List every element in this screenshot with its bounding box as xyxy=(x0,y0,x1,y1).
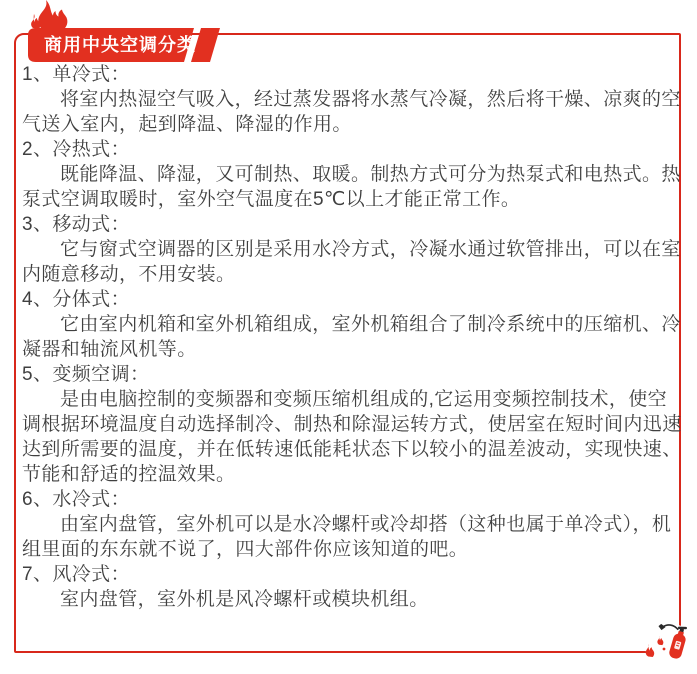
section-paragraph: 它由室内机箱和室外机箱组成，室外机箱组合了制冷系统中的压缩机、冷凝器和轴流风机等。 xyxy=(22,314,681,360)
section-paragraph: 它与窗式空调器的区别是采用水冷方式，冷凝水通过软管排出，可以在室内随意移动，不用安装。 xyxy=(22,239,681,285)
section-heading: 6、水冷式： xyxy=(22,489,130,510)
document-body xyxy=(22,62,682,612)
section-water-cooled xyxy=(22,487,682,562)
section-heading: 7、风冷式： xyxy=(22,564,130,585)
section-heading: 4、分体式： xyxy=(22,289,130,310)
section-paragraph: 室内盘管，室外机是风冷螺杆或模块机组。 xyxy=(60,589,429,610)
fire-extinguisher-icon xyxy=(630,618,694,664)
section-heading: 2、冷热式： xyxy=(22,139,130,160)
section-heading: 1、单冷式： xyxy=(22,64,130,85)
page-title: 商用中央空调分类 xyxy=(44,35,196,55)
section-inverter xyxy=(22,362,682,487)
section-split xyxy=(22,287,682,362)
section-paragraph: 由室内盘管，室外机可以是水冷螺杆或冷却搭（这种也属于单冷式），机组里面的东东就不说了，四大部件你应该知道的吧。 xyxy=(22,514,672,560)
section-single-cooling xyxy=(22,62,682,137)
section-paragraph: 既能降温、降湿，又可制热、取暖。制热方式可分为热泵式和电热式。热泵式空调取暖时，室外空气温度在5℃以上才能正常工作。 xyxy=(22,164,681,210)
page-header xyxy=(22,0,232,64)
section-heading: 3、移动式： xyxy=(22,214,130,235)
section-portable xyxy=(22,212,682,287)
section-cooling-heating xyxy=(22,137,682,212)
section-paragraph: 将室内热湿空气吸入，经过蒸发器将水蒸气冷凝，然后将干燥、凉爽的空气送入室内，起到降温、降湿的作用。 xyxy=(22,89,681,135)
section-paragraph: 是由电脑控制的变频器和变频压缩机组成的,它运用变频控制技术，使空调根据环境温度自动选择制冷、制热和除湿运转方式，使居室在短时间内迅速达到所需要的温度，并在低转速低能耗状态下以较小的温差波动，实现快速、节能和舒适的控温效果。 xyxy=(22,389,682,485)
flame-icon xyxy=(31,0,67,30)
section-air-cooled xyxy=(22,562,682,612)
section-heading: 5、变频空调： xyxy=(22,364,150,385)
